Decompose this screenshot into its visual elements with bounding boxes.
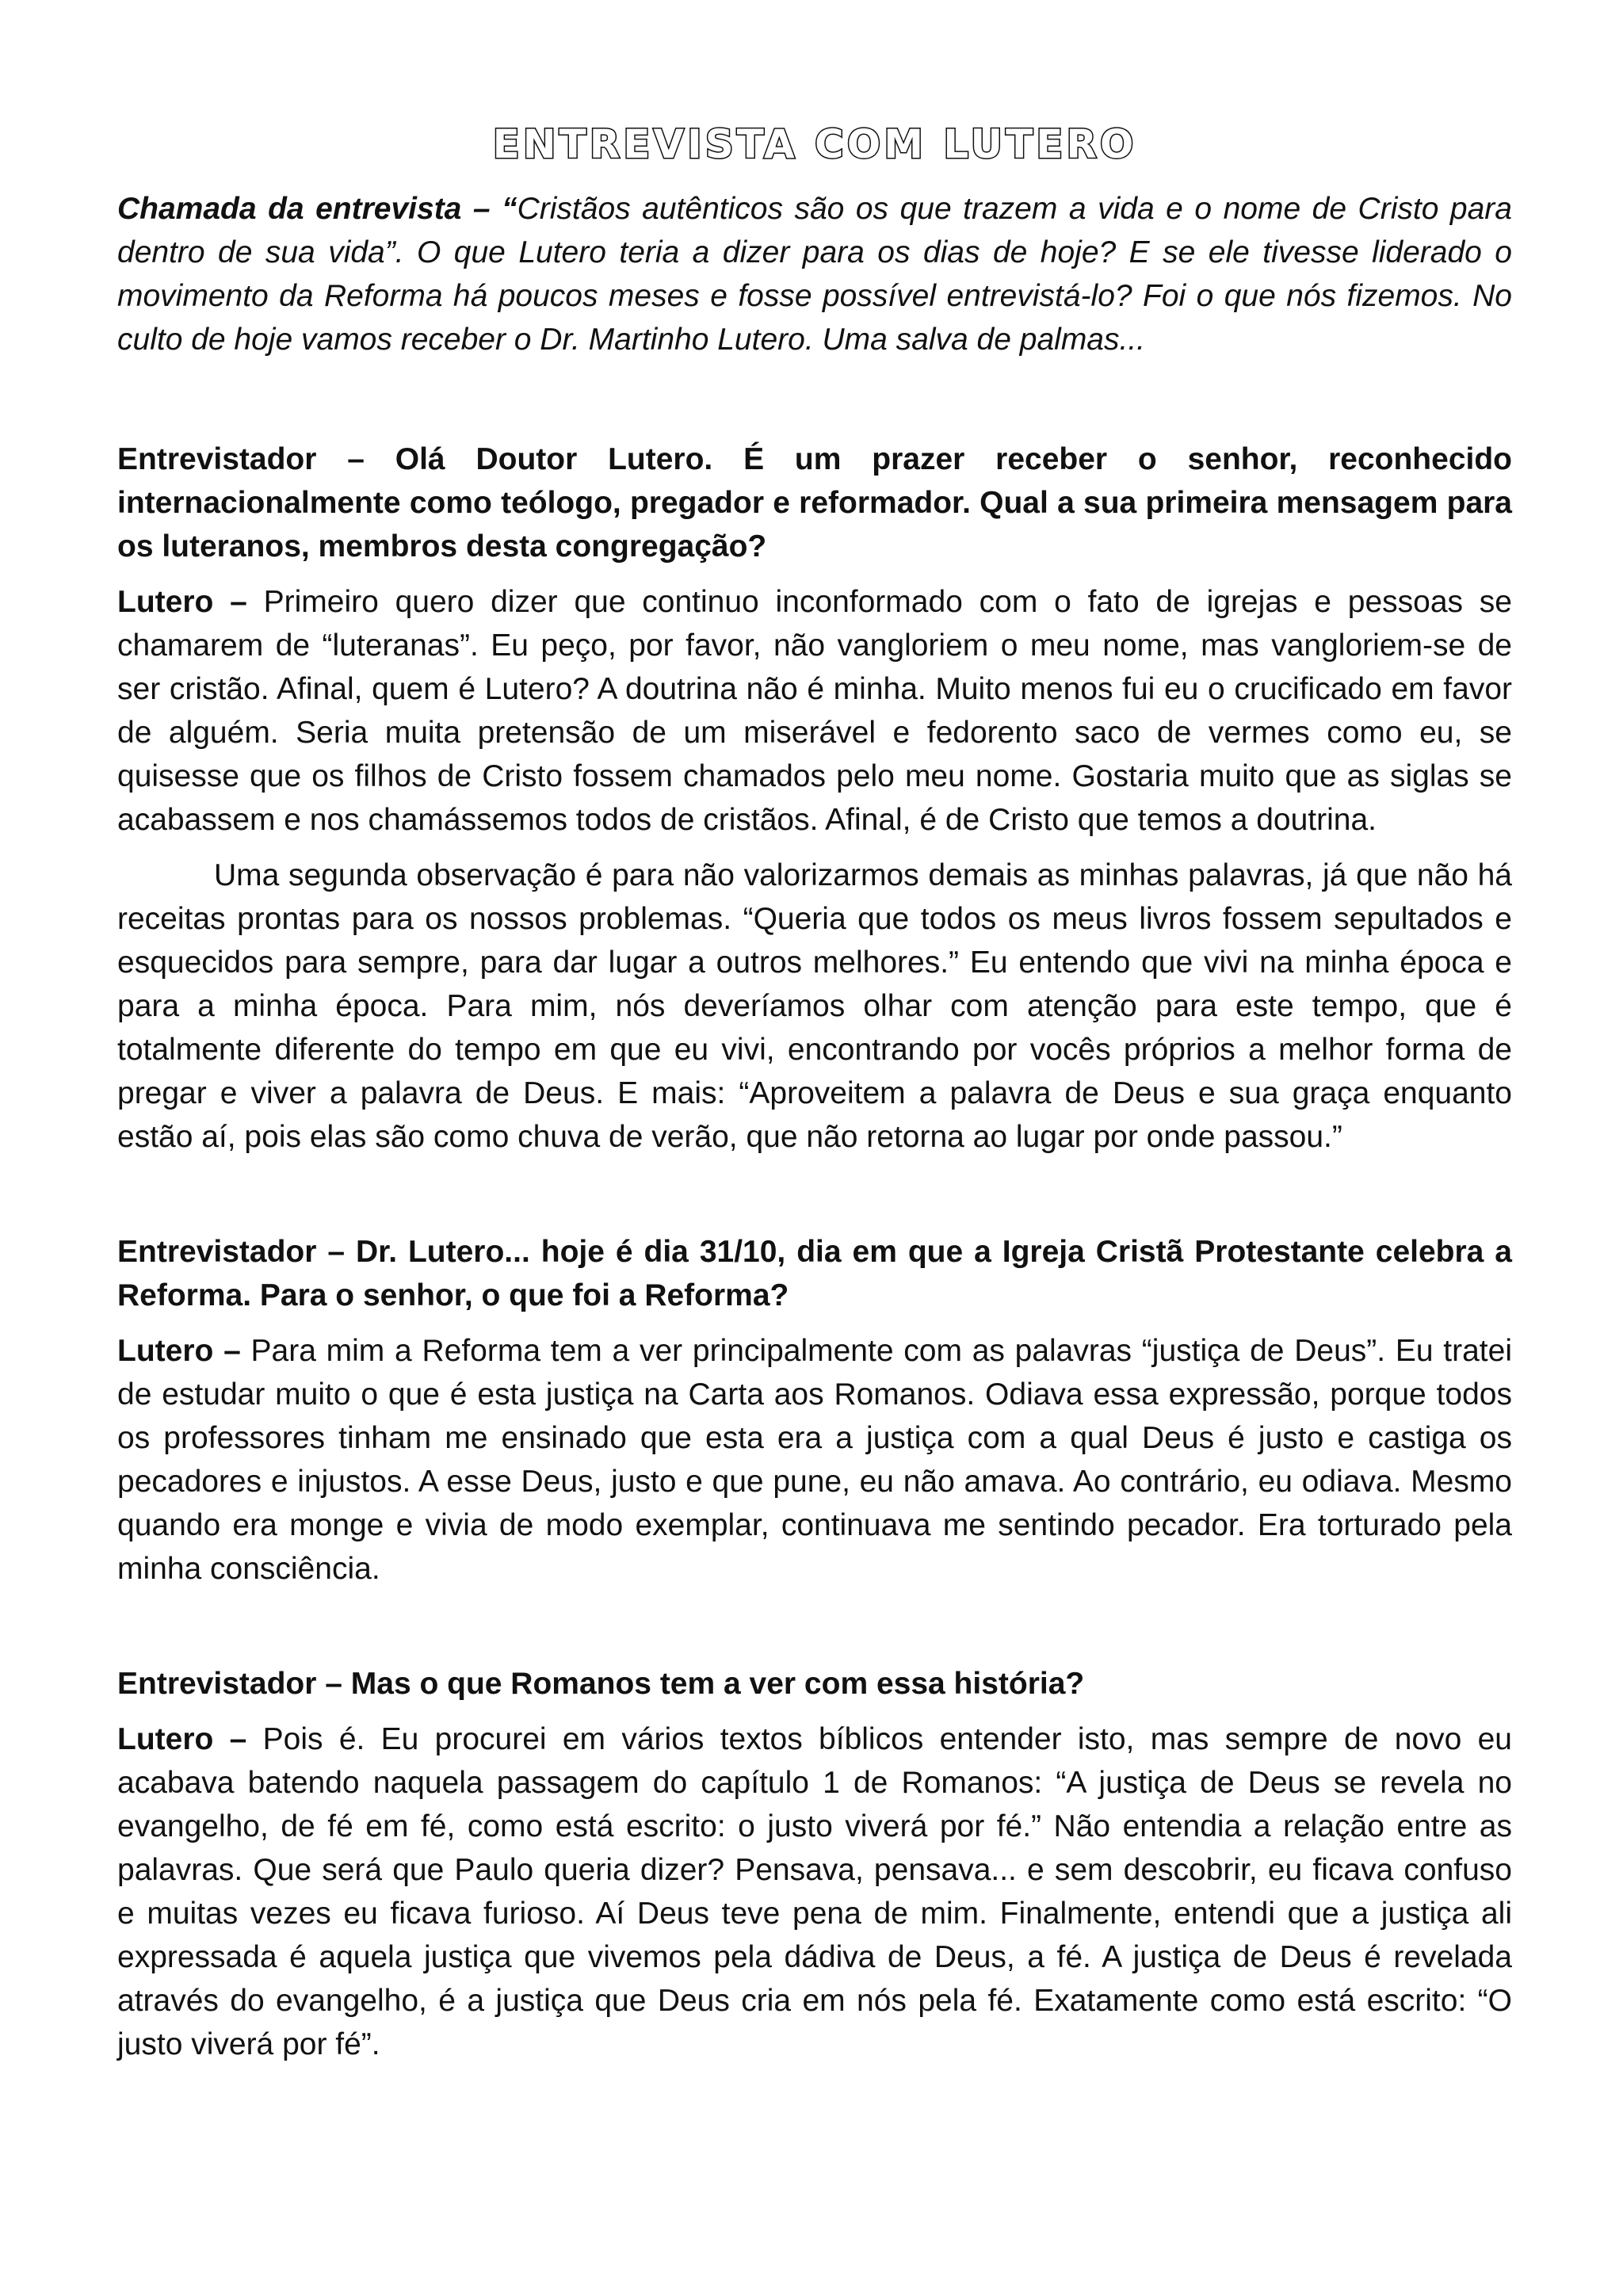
- interviewer-question-2: Entrevistador – Dr. Lutero... hoje é dia 31/10, dia em que a Igreja Cristã Protestante celebra a Reforma. Para o senhor, o que foi a Reforma?: [117, 1235, 1512, 1312]
- answer-text: Primeiro quero dizer que continuo inconformado com o fato de igrejas e pessoas se chamarem de “luteranas”. Eu peço, por favor, não vangloriem o meu nome, mas vangloriem-se de ser cristão. Afinal, quem é Lutero? A doutrina não é minha. Muito menos fui eu o crucificado em favor de alguém. Seria muita pretensão de um miserável e fedorento saco de vermes como eu, se quisesse que os filhos de Cristo fossem chamados pelo meu nome. Gostaria muito que as siglas se acabassem e nos chamássemos todos de cristãos. Afinal, é de Cristo que temos a doutrina.: [117, 585, 1512, 837]
- interviewer-question-1: Entrevistador – Olá Doutor Lutero. É um prazer receber o senhor, reconhecido internacionalmente como teólogo, pregador e reformador. Qual a sua primeira mensagem para os luteranos, membros desta congregação?: [117, 442, 1512, 563]
- speaker-label: Lutero –: [117, 1334, 241, 1368]
- lead-paragraph: [117, 187, 1512, 361]
- speaker-label: Lutero –: [117, 585, 247, 619]
- lutero-answer-2: [117, 1329, 1512, 1591]
- document-page: [117, 119, 1512, 2066]
- answer-text: Para mim a Reforma tem a ver principalmente com as palavras “justiça de Deus”. Eu tratei de estudar muito o que é esta justiça na Carta aos Romanos. Odiava essa expressão, porque todos os professores tinham me ensinado que esta era a justiça com a qual Deus é justo e castiga os pecadores e injustos. A esse Deus, justo e que pune, eu não amava. Ao contrário, eu odiava. Mesmo quando era monge e vivia de modo exemplar, continuava me sentindo pecador. Era torturado pela minha consciência.: [117, 1334, 1512, 1586]
- lutero-answer-1: [117, 580, 1512, 842]
- lutero-answer-1-continuation: Uma segunda observação é para não valorizarmos demais as minhas palavras, já que não há receitas prontas para os nossos problemas. “Queria que todos os meus livros fossem sepultados e esquecidos para sempre, para dar lugar a outros melhores.” Eu entendo que vivi na minha época e para a minha época. Para mim, nós deveríamos olhar com atenção para este tempo, que é totalmente diferente do tempo em que eu vivi, encontrando por vocês próprios a melhor forma de pregar e viver a palavra de Deus. E mais: “Aproveitem a palavra de Deus e sua graça enquanto estão aí, pois elas são como chuva de verão, que não retorna ao lugar por onde passou.”: [117, 858, 1512, 1154]
- lead-text: Cristãos autênticos são os que trazem a vida e o nome de Cristo para dentro de sua vida”. O que Lutero teria a dizer para os dias de hoje? E se ele tivesse liderado o movimento da Reforma há poucos meses e fosse possível entrevistá-lo? Foi o que nós fizemos. No culto de hoje vamos receber o Dr. Martinho Lutero. Uma salva de palmas...: [117, 192, 1512, 357]
- interviewer-question-3: Entrevistador – Mas o que Romanos tem a ver com essa história?: [117, 1667, 1085, 1701]
- answer-text: Pois é. Eu procurei em vários textos bíblicos entender isto, mas sempre de novo eu acabava batendo naquela passagem do capítulo 1 de Romanos: “A justiça de Deus se revela no evangelho, de fé em fé, como está escrito: o justo viverá por fé.” Não entendia a relação entre as palavras. Que será que Paulo queria dizer? Pensava, pensava... e sem descobrir, eu ficava confuso e muitas vezes eu ficava furioso. Aí Deus teve pena de mim. Finalmente, entendi que a justiça ali expressada é aquela justiça que vivemos pela dádiva de Deus, a fé. A justiça de Deus é revelada através do evangelho, é a justiça que Deus cria em nós pela fé. Exatamente como está escrito: “O justo viverá por fé”.: [117, 1722, 1512, 2061]
- lead-label: Chamada da entrevista – “: [117, 192, 517, 226]
- page-title: ENTREVISTA COM LUTERO: [492, 121, 1137, 167]
- speaker-label: Lutero –: [117, 1722, 247, 1756]
- lutero-answer-3: [117, 1717, 1512, 2066]
